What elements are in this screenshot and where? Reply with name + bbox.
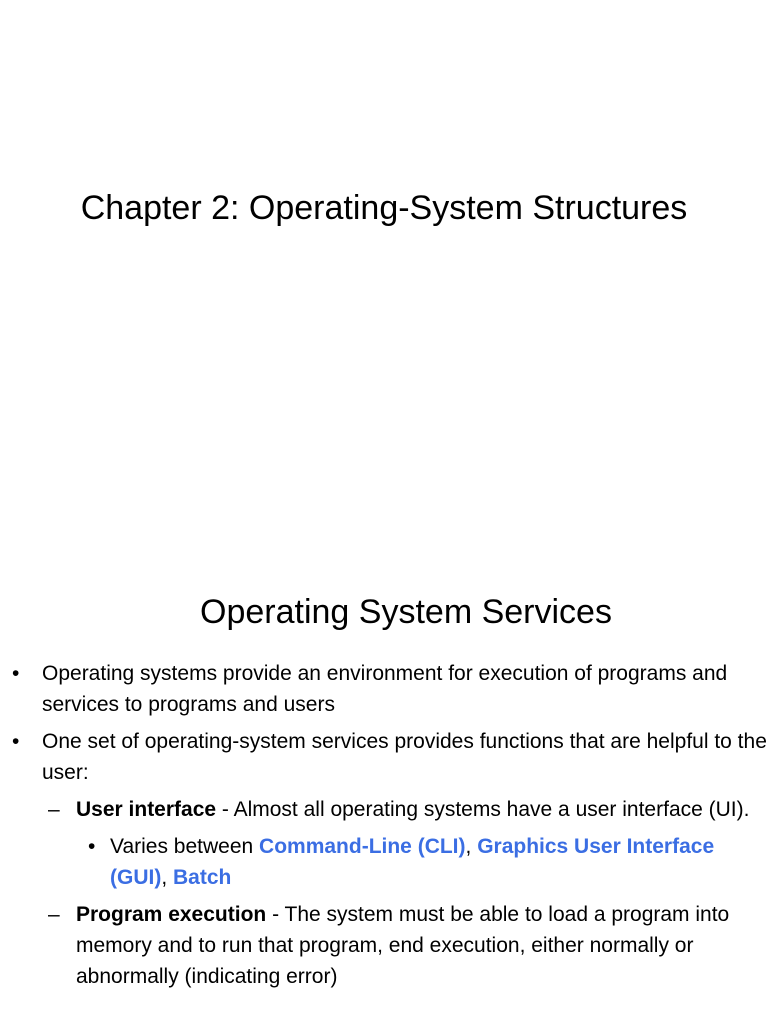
varies-prefix: Varies between [110, 835, 260, 858]
subitem-program-execution [0, 899, 768, 992]
chapter-title: Chapter 2: Operating-System Structures [80, 189, 688, 227]
bullet-marker: • [12, 662, 20, 685]
dash-marker: – [48, 903, 60, 926]
separator: , [161, 866, 173, 889]
cli-term: Command-Line (CLI) [259, 835, 466, 858]
bullet-marker: • [88, 835, 96, 858]
bullet-text: One set of operating-system services provides functions that are helpful to the user: [42, 730, 767, 784]
services-content [0, 658, 768, 998]
bullet-text: Operating systems provide an environment for execution of programs and services to programs and users [42, 662, 728, 716]
gui-term: Graphics User Interface (GUI) [110, 835, 715, 889]
subitem-user-interface [0, 794, 768, 825]
user-interface-desc: - Almost all operating systems have a user interface (UI). [216, 798, 750, 821]
batch-term: Batch [173, 866, 232, 889]
services-title: Operating System Services [200, 593, 612, 631]
dash-marker: – [48, 798, 60, 821]
user-interface-term: User interface [76, 798, 217, 821]
program-execution-desc: - The system must be able to load a program into memory and to run that program, end execution, either normally or abnormally (indicating error) [76, 903, 730, 988]
bullet-marker: • [12, 730, 20, 753]
bullet-item [0, 658, 768, 720]
bullet-item [0, 726, 768, 788]
program-execution-term: Program execution [76, 903, 267, 926]
subsubitem-ui-types [0, 831, 768, 893]
separator: , [465, 835, 478, 858]
